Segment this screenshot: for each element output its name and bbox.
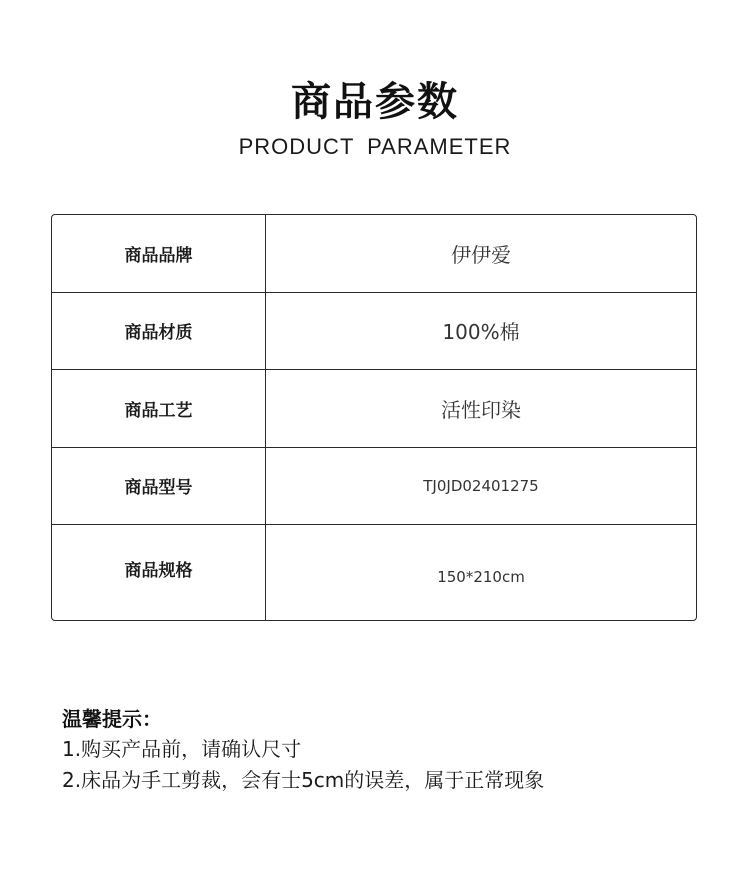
brand-value: 伊伊爱 <box>451 242 511 267</box>
craft-label: 商品工艺 <box>52 370 266 447</box>
table-row-material <box>52 293 696 371</box>
table-row-craft <box>52 370 696 448</box>
model-value: TJ0JD02401275 <box>423 476 539 495</box>
table-row-size <box>52 525 696 620</box>
page-subtitle: PRODUCT PARAMETER <box>238 134 512 159</box>
craft-value: 活性印染 <box>441 397 521 422</box>
material-label: 商品材质 <box>52 293 266 370</box>
page-title: 商品参数 <box>291 79 459 125</box>
tips-section <box>62 704 722 796</box>
tips-line-1: 1.购买产品前，请确认尺寸 <box>62 737 302 761</box>
size-label: 商品规格 <box>52 525 266 620</box>
brand-label: 商品品牌 <box>52 215 266 292</box>
table-row-brand <box>52 215 696 293</box>
tips-title: 温馨提示： <box>62 707 162 731</box>
parameter-table <box>51 214 697 621</box>
size-value: 150*210cm <box>437 567 525 586</box>
material-value: 100%棉 <box>442 320 520 345</box>
model-label: 商品型号 <box>52 448 266 525</box>
tips-line-2: 2.床品为手工剪裁，会有士5cm的误差，属于正常现象 <box>62 768 545 792</box>
table-row-model <box>52 448 696 526</box>
